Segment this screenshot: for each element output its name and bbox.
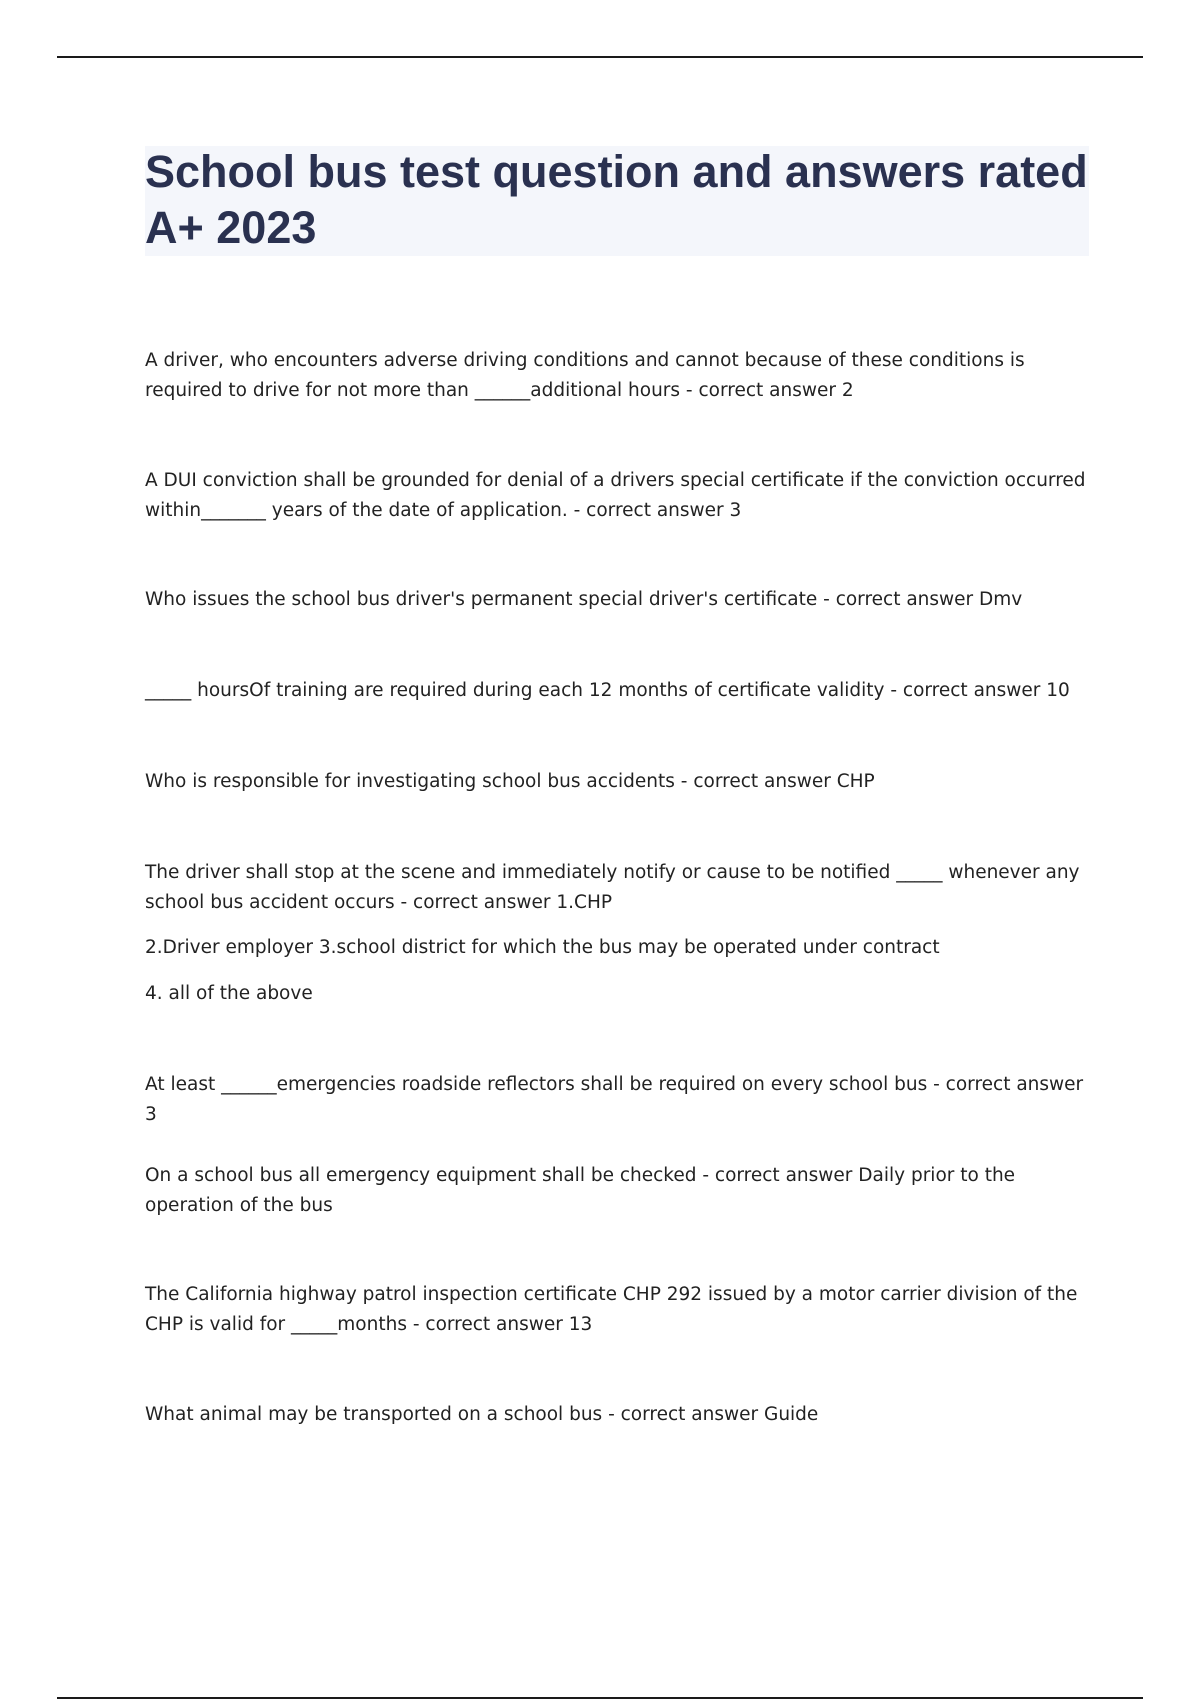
qa-item-8: On a school bus all emergency equipment shall be checked - correct answer Daily prior to the operation of the bus [145, 1165, 1016, 1216]
bottom-rule [57, 1697, 1143, 1699]
qa-item-1: A driver, who encounters adverse driving conditions and cannot because of these conditions is required to drive for not more than ______additional hours - correct answer 2 [145, 350, 1025, 401]
qa-item-4: _____ hoursOf training are required during each 12 months of certificate validity - correct answer 10 [145, 680, 1070, 701]
qa-item-9: The California highway patrol inspection certificate CHP 292 issued by a motor carrier division of the CHP is valid for _____months - correct answer 13 [145, 1284, 1078, 1335]
top-rule [57, 56, 1143, 58]
qa-item-3: Who issues the school bus driver's permanent special driver's certificate - correct answer Dmv [145, 589, 1023, 610]
document-title: School bus test question and answers rated A+ 2023 [145, 146, 1088, 253]
qa-item-5: Who is responsible for investigating school bus accidents - correct answer CHP [145, 771, 875, 792]
qa-item-10: What animal may be transported on a school bus - correct answer Guide [145, 1404, 819, 1425]
qa-item-6-continued: 2.Driver employer 3.school district for which the bus may be operated under contract [145, 937, 940, 958]
qa-item-6: The driver shall stop at the scene and immediately notify or cause to be notified _____ whenever any school bus accident occurs - correct answer 1.CHP [145, 862, 1080, 913]
qa-item-2: A DUI conviction shall be grounded for denial of a drivers special certificate if the conviction occurred within_______ years of the date of application. - correct answer 3 [145, 470, 1086, 521]
qa-item-7: At least ______emergencies roadside reflectors shall be required on every school bus - correct answer 3 [145, 1074, 1084, 1125]
qa-item-6-last-option: 4. all of the above [145, 983, 313, 1004]
